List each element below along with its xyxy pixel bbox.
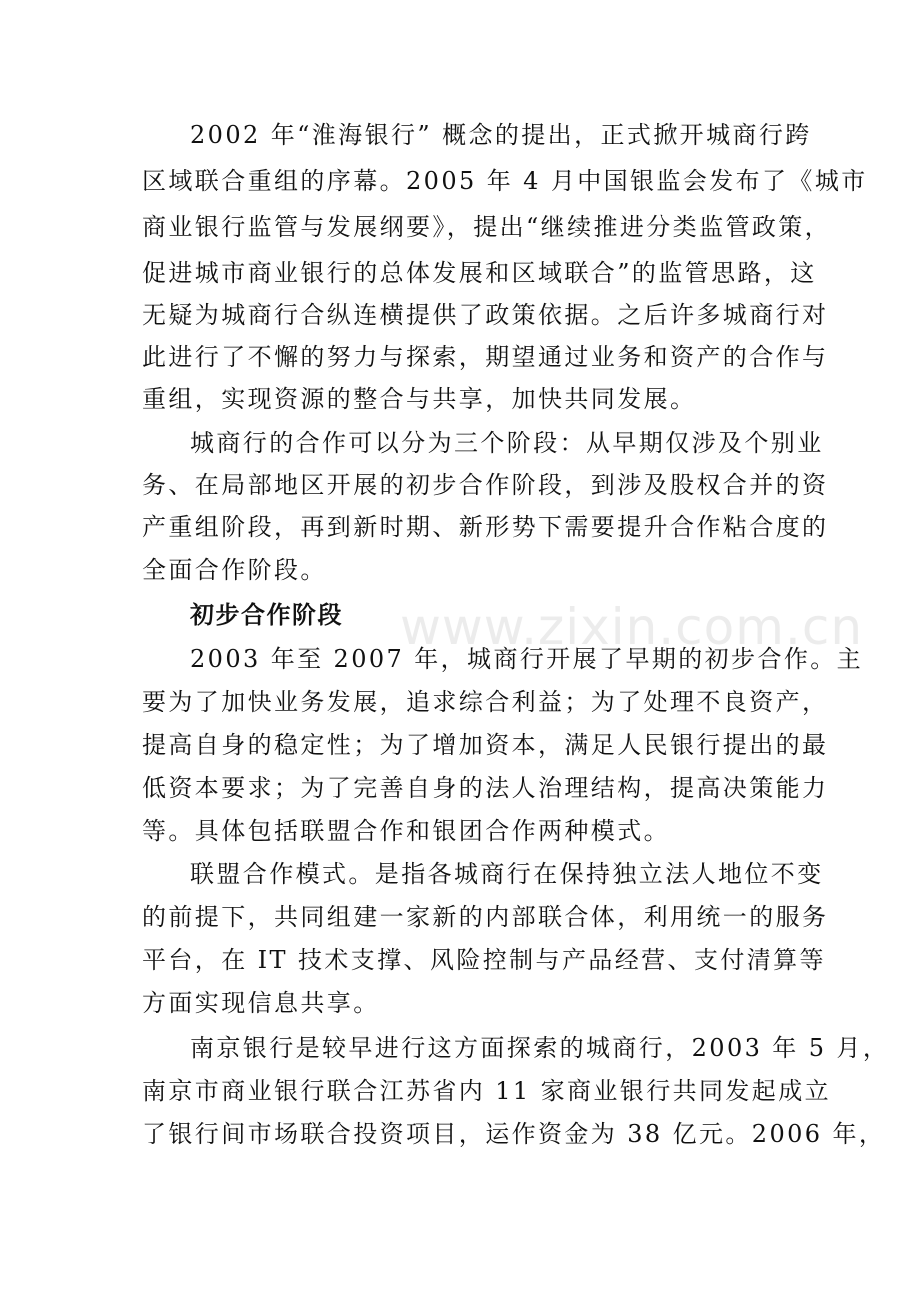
paragraph-1-line-6: 此进行了不懈的努力与探索，期望通过业务和资产的合作与 bbox=[142, 343, 829, 371]
paragraph-5-line-2: 南京市商业银行联合江苏省内 11 家商业银行共同发起成立 bbox=[142, 1077, 831, 1105]
paragraph-1-line-3: 商业银行监管与发展纲要》，提出“继续推进分类监管政策， bbox=[142, 213, 832, 241]
paragraph-5-line-3: 了银行间市场联合投资项目，运作资金为 38 亿元。2006 年， bbox=[142, 1120, 886, 1148]
paragraph-2-line-2: 务、在局部地区开展的初步合作阶段，到涉及股权合并的资 bbox=[142, 471, 829, 499]
paragraph-5-line-1: 南京银行是较早进行这方面探索的城商行，2003 年 5 月， bbox=[190, 1034, 890, 1062]
paragraph-1-line-7: 重组，实现资源的整合与共享，加快共同发展。 bbox=[142, 385, 697, 413]
paragraph-1-line-1: 2002 年“淮海银行” 概念的提出，正式掀开城商行跨 bbox=[190, 121, 812, 149]
paragraph-3-line-2: 要为了加快业务发展，追求综合利益；为了处理不良资产， bbox=[142, 688, 829, 716]
paragraph-4-line-2: 的前提下，共同组建一家新的内部联合体，利用统一的服务 bbox=[142, 903, 829, 931]
paragraph-1-line-4: 促进城市商业银行的总体发展和区域联合”的监管思路，这 bbox=[142, 259, 817, 287]
paragraph-2-line-1: 城商行的合作可以分为三个阶段：从早期仅涉及个别业 bbox=[190, 429, 824, 457]
section-heading: 初步合作阶段 bbox=[190, 601, 343, 629]
paragraph-3-line-5: 等。具体包括联盟合作和银团合作两种模式。 bbox=[142, 817, 670, 845]
paragraph-4-line-1: 联盟合作模式。是指各城商行在保持独立法人地位不变 bbox=[190, 860, 824, 888]
paragraph-2-line-4: 全面合作阶段。 bbox=[142, 556, 327, 584]
paragraph-3-line-3: 提高自身的稳定性；为了增加资本，满足人民银行提出的最 bbox=[142, 731, 829, 759]
paragraph-4-line-4: 方面实现信息共享。 bbox=[142, 989, 380, 1017]
paragraph-2-line-3: 产重组阶段，再到新时期、新形势下需要提升合作粘合度的 bbox=[142, 513, 829, 541]
watermark: www.zixin.com.cn bbox=[400, 598, 864, 656]
paragraph-3-line-4: 低资本要求；为了完善自身的法人治理结构，提高决策能力 bbox=[142, 774, 829, 802]
paragraph-1-line-5: 无疑为城商行合纵连横提供了政策依据。之后许多城商行对 bbox=[142, 301, 829, 329]
paragraph-1-line-2: 区域联合重组的序幕。2005 年 4 月中国银监会发布了《城市 bbox=[142, 167, 868, 195]
paragraph-3-line-1: 2003 年至 2007 年，城商行开展了早期的初步合作。主 bbox=[190, 645, 864, 673]
paragraph-4-line-3: 平台，在 IT 技术支撑、风险控制与产品经营、支付清算等 bbox=[142, 946, 826, 974]
